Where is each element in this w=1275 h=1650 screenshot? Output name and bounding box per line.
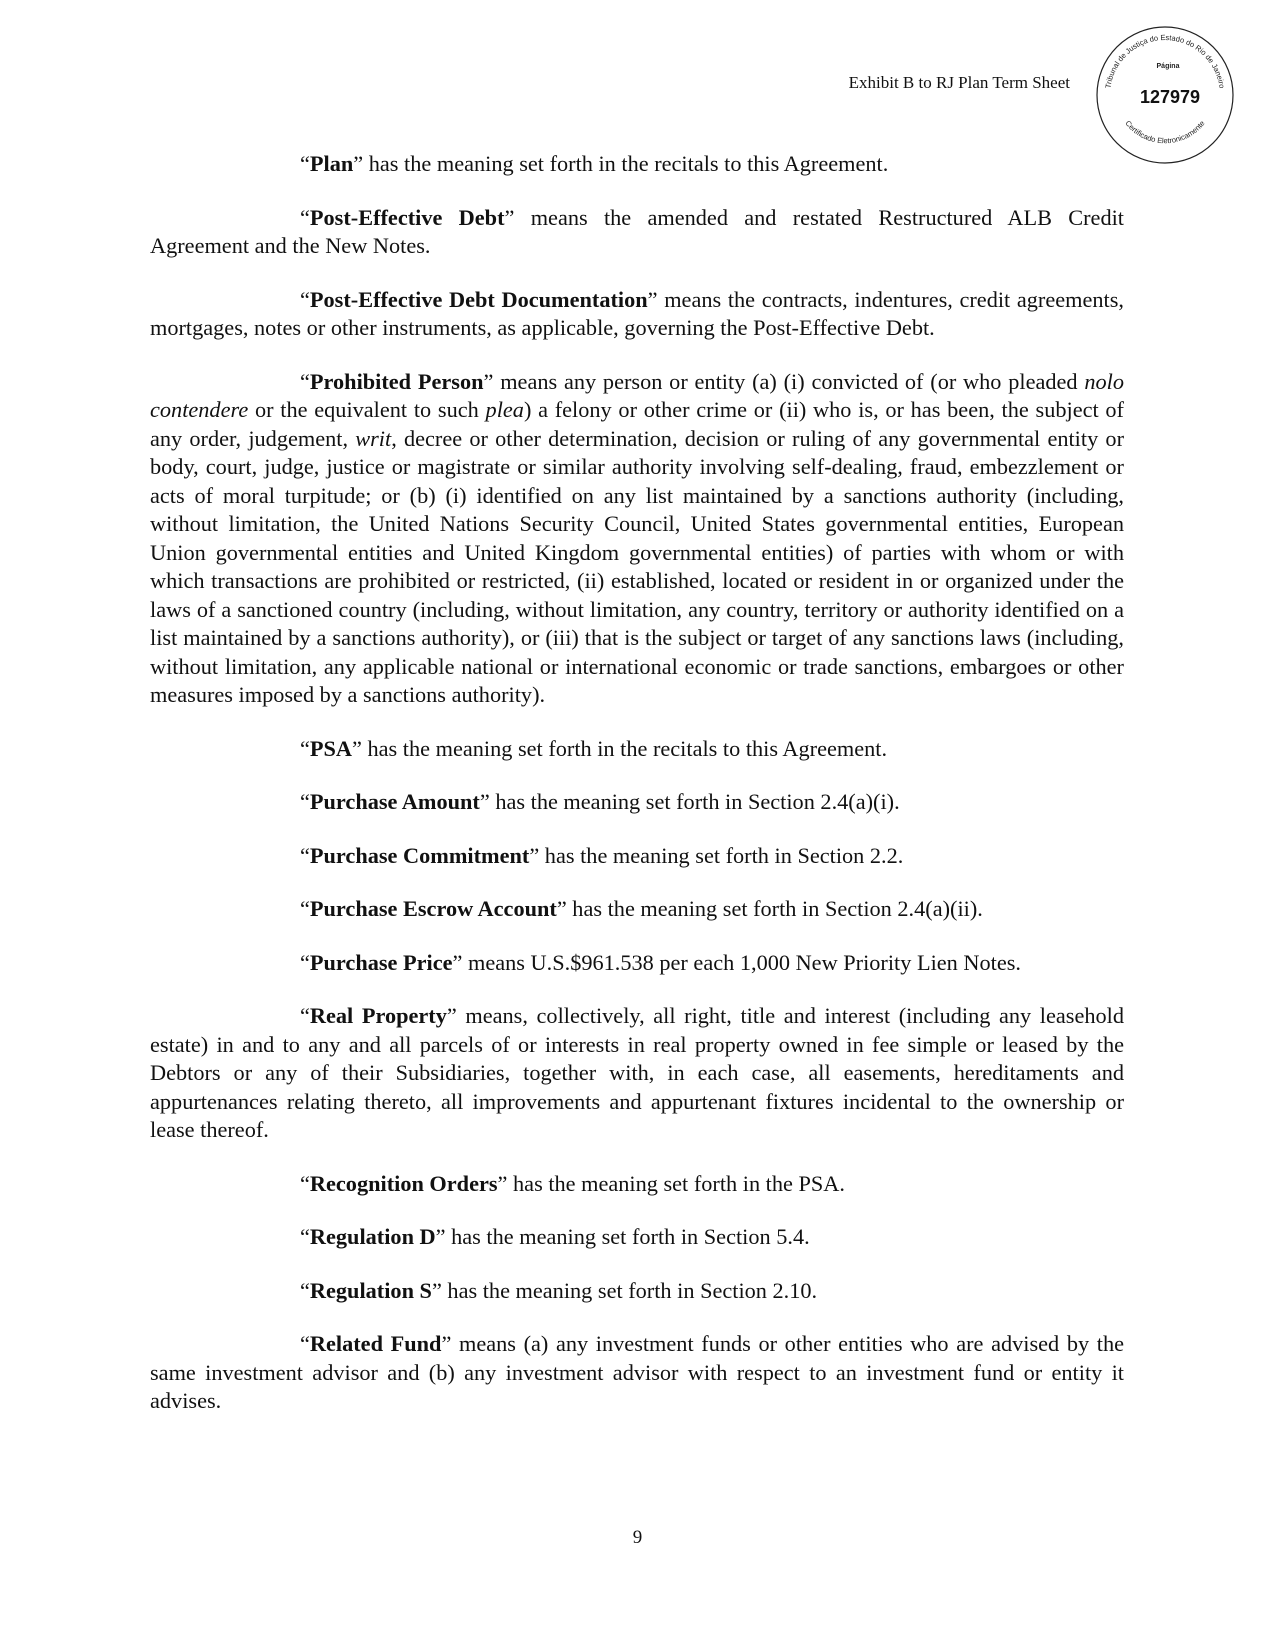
definition-paragraph: “Related Fund” means (a) any investment funds or other entities who are advised by the same investment advisor and (b) any investment advisor with respect to an investment fund or entity it advises. xyxy=(150,1331,1124,1413)
definition-paragraph: “Purchase Commitment” has the meaning set forth in Section 2.2. xyxy=(300,842,904,868)
definition-paragraph: “Regulation D” has the meaning set forth in Section 5.4. xyxy=(300,1224,810,1249)
seal-label: Página xyxy=(1156,63,1180,70)
defined-term: PSA xyxy=(309,735,353,761)
defined-term: Purchase Escrow Account xyxy=(309,896,557,921)
seal-arc-top-text: Tribunal de Justiça do Estado do Rio de Janeiro xyxy=(1103,32,1227,89)
seal-arc-bottom-text: Certificado Eletronicamente xyxy=(1123,118,1207,146)
definition-text: means any person or entity (a) (i) convicted of (or who pleaded xyxy=(493,368,1085,394)
definition-text: has the meaning set forth in Section 2.10. xyxy=(441,1277,818,1303)
italic-text: nolo contendere xyxy=(150,368,1124,422)
definition-paragraph: “Post-Effective Debt Documentation” means the contracts, indentures, credit agreements, mortgages, notes or other instruments, as applicable, governing the Post-Effective Debt. xyxy=(150,286,1124,340)
defined-term: Regulation D xyxy=(309,1224,436,1249)
definition-text: means the amended and restated Restructured ALB Credit Agreement and the New Notes. xyxy=(150,204,1124,258)
defined-term: Plan xyxy=(309,151,354,176)
page-number: 9 xyxy=(632,1527,643,1548)
definition-text: has the meaning set forth in Section 2.2. xyxy=(539,842,904,868)
definition-text: has the meaning set forth in the PSA. xyxy=(507,1170,845,1196)
definition-paragraph: “Purchase Price” means U.S.$961.538 per each 1,000 New Priority Lien Notes. xyxy=(300,949,1021,975)
defined-term: Related Fund xyxy=(309,1331,442,1356)
definition-paragraph: “Recognition Orders” has the meaning set forth in the PSA. xyxy=(300,1170,845,1196)
definition-text: has the meaning set forth in the recitals to this Agreement. xyxy=(361,735,888,761)
definition-paragraph: “Purchase Amount” has the meaning set forth in Section 2.4(a)(i). xyxy=(300,789,900,814)
definition-text: has the meaning set forth in Section 5.4. xyxy=(445,1224,810,1249)
definitions-list xyxy=(150,150,1124,1441)
defined-term: Post-Effective Debt Documentation xyxy=(309,286,648,312)
defined-term: Purchase Commitment xyxy=(309,842,530,868)
italic-text: writ xyxy=(355,425,392,451)
definition-paragraph: “Regulation S” has the meaning set forth in Section 2.10. xyxy=(300,1277,818,1303)
defined-term: Purchase Price xyxy=(309,949,453,975)
definition-text: means the contracts, indentures, credit agreements, mortgages, notes or other instruments, as applicable, governing the Post-Effective Debt. xyxy=(150,286,1124,340)
definition-paragraph: “Plan” has the meaning set forth in the recitals to this Agreement. xyxy=(300,151,889,176)
defined-term: Prohibited Person xyxy=(309,368,484,394)
definition-text: has the meaning set forth in Section 2.4(a)(i). xyxy=(489,789,900,814)
defined-term: Regulation S xyxy=(309,1277,432,1303)
definition-paragraph: “Prohibited Person” means any person or entity (a) (i) convicted of (or who pleaded nolo contendere or the equivalent to such plea) a felony or other crime or (ii) who is, or has been, the subject of any order, judgement, writ, decree or other determination, decision or ruling of any governmental entity or body, court, judge, justice or magistrate or similar authority involving self-dealing, fraud, embezzlement or acts of moral turpitude; or (b) (i) identified on any list maintained by a sanctions authority (including, without limitation, the United Nations Security Council, United States governmental entities, European Union governmental entities and United Kingdom governmental entities) of parties with whom or with which transactions are prohibited or restricted, (ii) established, located or resident in or organized under the laws of a sanctioned country (including, without limitation, any country, territory or authority identified on a list maintained by a sanctions authority), or (iii) that is the subject or target of any sanctions laws (including, without limitation, any applicable national or international economic or trade sanctions, embargoes or other measures imposed by a sanctions authority). xyxy=(150,368,1124,707)
defined-term: Recognition Orders xyxy=(309,1170,498,1196)
seal-number: 127979 xyxy=(1139,87,1201,107)
defined-term: Real Property xyxy=(309,1003,447,1028)
defined-term: Post-Effective Debt xyxy=(309,204,505,230)
definition-paragraph: “Post-Effective Debt” means the amended and restated Restructured ALB Credit Agreement and the New Notes. xyxy=(150,204,1124,258)
definition-text: means U.S.$961.538 per each 1,000 New Priority Lien Notes. xyxy=(462,949,1021,975)
court-seal-stamp xyxy=(1090,20,1240,170)
definition-text: means (a) any investment funds or other entities who are advised by the same investment advisor and (b) any investment advisor with respect to an investment fund or entity it advises. xyxy=(150,1331,1124,1413)
defined-term: Purchase Amount xyxy=(309,789,480,814)
italic-text: plea xyxy=(485,397,524,422)
running-header: Exhibit B to RJ Plan Term Sheet xyxy=(848,73,1070,92)
definition-text: , decree or other determination, decision or ruling of any governmental entity or body, court, judge, justice or magistrate or similar authority involving self-dealing, fraud, embezzlement or acts of moral turpitude; or (b) (i) identified on any list maintained by a sanctions authority (including, without limitation, the United Nations Security Council, United States governmental entities, European Union governmental entities and United Kingdom governmental entities) of parties with whom or with which transactions are prohibited or restricted, (ii) established, located or resident in or organized under the laws of a sanctioned country (including, without limitation, any country, territory or authority identified on a list maintained by a sanctions authority), or (iii) that is the subject or target of any sanctions laws (including, without limitation, any applicable national or international economic or trade sanctions, embargoes or other measures imposed by a sanctions authority). xyxy=(150,425,1124,707)
definition-text: means, collectively, all right, title and interest (including any leasehold estate) in and to any and all parcels of or interests in real property owned in fee simple or leased by the Debtors or any of their Subsidiaries, together with, in each case, all easements, hereditaments and appurtenances relating thereto, all improvements and appurtenant fixtures incidental to the ownership or lease thereof. xyxy=(150,1003,1125,1142)
definition-paragraph: “Real Property” means, collectively, all right, title and interest (including any leasehold estate) in and to any and all parcels of or interests in real property owned in fee simple or leased by the Debtors or any of their Subsidiaries, together with, in each case, all easements, hereditaments and appurtenances relating thereto, all improvements and appurtenant fixtures incidental to the ownership or lease thereof. xyxy=(150,1003,1125,1142)
definition-paragraph: “PSA” has the meaning set forth in the recitals to this Agreement. xyxy=(300,735,888,761)
definition-text: has the meaning set forth in the recitals to this Agreement. xyxy=(363,151,889,176)
definition-text: ) a felony or other crime or (ii) who is, or has been, the subject of any order, judgement, xyxy=(150,397,1124,451)
definition-text: or the equivalent to such xyxy=(248,397,486,422)
definition-paragraph: “Purchase Escrow Account” has the meaning set forth in Section 2.4(a)(ii). xyxy=(300,896,983,921)
seal-icon xyxy=(1090,20,1240,170)
definition-text: has the meaning set forth in Section 2.4(a)(ii). xyxy=(566,896,983,921)
